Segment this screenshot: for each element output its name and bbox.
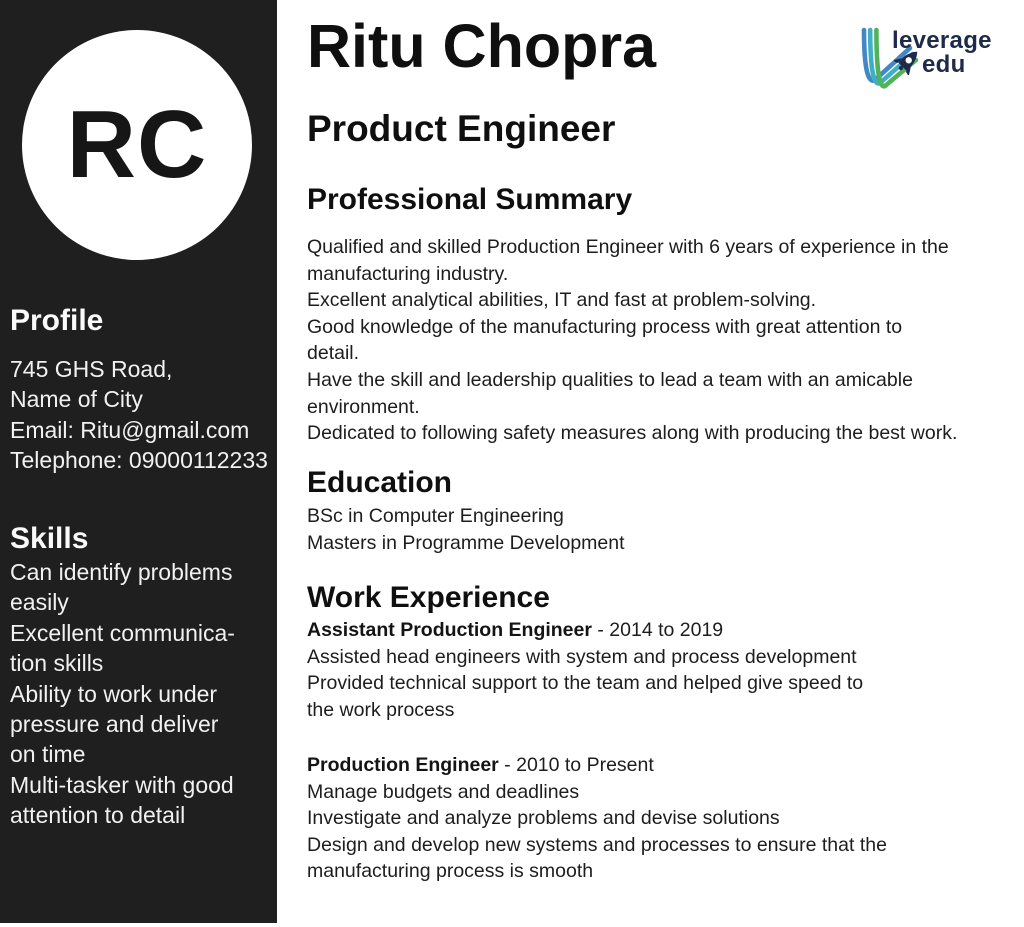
job-title-line (307, 617, 863, 644)
summary-line: Good knowledge of the manufacturing process with great attention to (307, 315, 903, 338)
candidate-name: Ritu Chopra (307, 12, 657, 80)
work-experience-heading: Work Experience (307, 581, 550, 614)
skills-section (10, 557, 277, 831)
logo-text-leverage: leverage (892, 27, 992, 54)
summary-line: Excellent analytical abilities, IT and fast at problem-solving. (307, 289, 817, 312)
skill-line: Ability to work under (10, 680, 218, 707)
profile-address-line: 745 GHS Road, (10, 356, 173, 382)
summary-line: environment. (307, 395, 420, 418)
job-detail-line: Manage budgets and deadlines (307, 780, 580, 803)
skill-line: tion skills (10, 650, 104, 677)
job-title: Production Engineer (307, 754, 499, 776)
skill-line: Can identify problems (10, 559, 233, 585)
job-title: Assistant Production Engineer (307, 619, 592, 641)
summary-section (307, 234, 957, 447)
logo-text-edu: edu (922, 51, 966, 78)
skill-line: pressure and deliver (10, 711, 219, 738)
skill-line: Multi-tasker with good (10, 771, 234, 798)
rocket-icon (894, 47, 922, 75)
skill-line: on time (10, 741, 86, 768)
job-detail-line: Design and develop new systems and processes to ensure that the (307, 833, 887, 856)
job-detail-line: the work process (307, 698, 455, 721)
skill-line: attention to detail (10, 802, 186, 829)
summary-line: Qualified and skilled Production Engineer with 6 years of experience in the (307, 236, 949, 258)
job-dates: - 2014 to 2019 (591, 619, 724, 641)
job-dates: - 2010 to Present (498, 754, 654, 776)
job-detail-line: Investigate and analyze problems and devise solutions (307, 807, 780, 830)
skill-line: easily (10, 589, 69, 616)
summary-line: detail. (307, 342, 360, 365)
education-heading: Education (307, 466, 453, 499)
leverage-edu-logo (856, 26, 1016, 98)
avatar-initials: RC (66, 91, 208, 198)
education-line: Masters in Programme Development (307, 531, 625, 554)
sidebar (0, 0, 277, 923)
job-title-line (307, 752, 887, 779)
profile-heading: Profile (10, 304, 104, 337)
education-section (307, 503, 625, 556)
profile-email-line: Email: Ritu@gmail.com (10, 416, 250, 443)
summary-line: manufacturing industry. (307, 262, 509, 285)
summary-heading: Professional Summary (307, 183, 633, 216)
summary-line: Have the skill and leadership qualities to lead a team with an amicable (307, 368, 913, 391)
profile-section (10, 354, 277, 476)
job-detail-line: manufacturing process is smooth (307, 860, 594, 883)
job-entry (307, 617, 863, 723)
candidate-role: Product Engineer (307, 108, 616, 149)
education-line: BSc in Computer Engineering (307, 505, 564, 527)
avatar (22, 30, 252, 260)
profile-city-line: Name of City (10, 386, 143, 413)
skill-line: Excellent communica- (10, 619, 235, 646)
summary-line: Dedicated to following safety measures along with producing the best work. (307, 422, 958, 445)
profile-telephone-line: Telephone: 09000112233 (10, 447, 268, 474)
job-detail-line: Assisted head engineers with system and process development (307, 645, 857, 668)
job-entry (307, 752, 887, 885)
job-detail-line: Provided technical support to the team and helped give speed to (307, 672, 864, 695)
skills-heading: Skills (10, 522, 89, 555)
